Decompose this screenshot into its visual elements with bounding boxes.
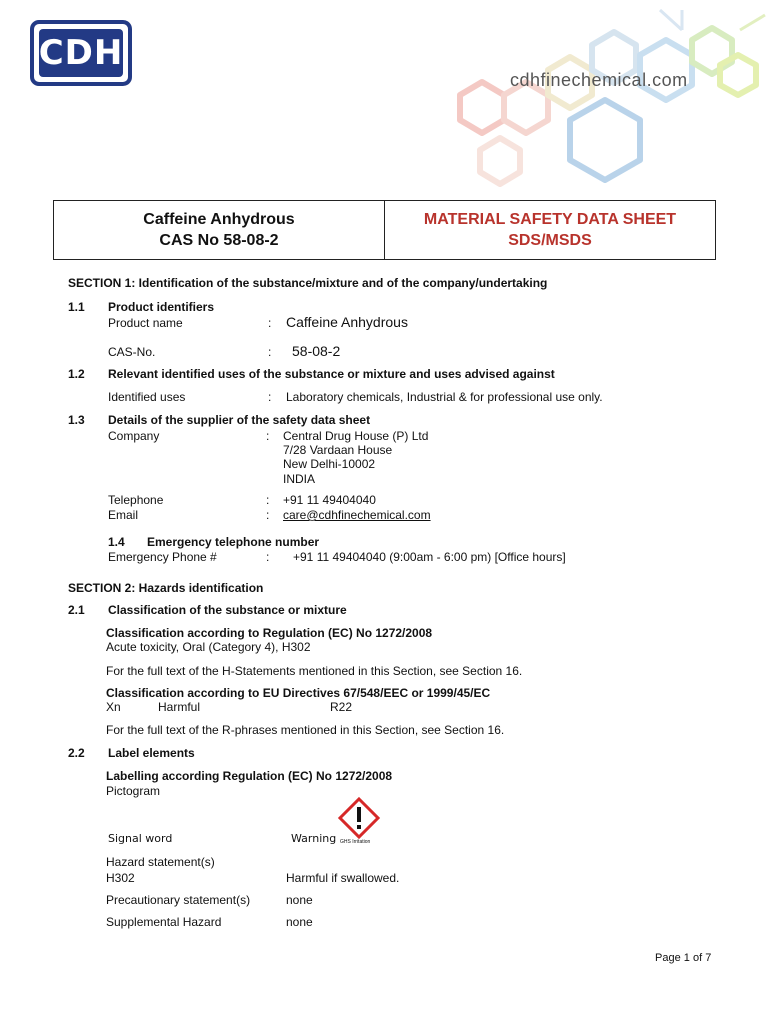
telephone-value: +91 11 49404040	[283, 493, 376, 507]
hazard-statements-label: Hazard statement(s)	[106, 855, 215, 869]
section2-heading: SECTION 2: Hazards identification	[68, 581, 264, 595]
hazard-code: H302	[106, 871, 135, 885]
s13-title: Details of the supplier of the safety data sheet	[108, 413, 371, 427]
supplemental-hazard-value: none	[286, 915, 313, 929]
precautionary-label: Precautionary statement(s)	[106, 893, 251, 907]
s22-title: Label elements	[108, 746, 195, 760]
regulation-note: For the full text of the H-Statements mentioned in this Section, see Section 16.	[106, 664, 523, 678]
exclamation-hazard-icon	[337, 796, 381, 840]
s11-number: 1.1	[68, 300, 85, 314]
section1-heading: SECTION 1: Identification of the substance/mixture and of the company/undertaking	[68, 276, 548, 290]
product-title: Caffeine Anhydrous	[143, 211, 295, 228]
s11-title: Product identifiers	[108, 300, 215, 314]
s12-number: 1.2	[68, 367, 85, 381]
hazard-text: Harmful if swallowed.	[286, 871, 400, 885]
cas-value: 58-08-2	[292, 343, 341, 359]
identified-uses-label: Identified uses	[108, 390, 186, 404]
identified-uses-value: Laboratory chemicals, Industrial & for professional use only.	[286, 390, 603, 404]
s22-number: 2.2	[68, 746, 85, 760]
eu-phrase: R22	[330, 700, 353, 714]
page-number	[655, 952, 711, 964]
cas-label: CAS-No.	[108, 345, 156, 359]
supplemental-hazard-label: Supplemental Hazard	[106, 915, 222, 929]
office-hours: (9:00am - 6:00 pm) [Office hours]	[389, 550, 566, 564]
email-label: Email	[108, 508, 139, 522]
colon: :	[268, 345, 272, 359]
colon: :	[266, 493, 270, 507]
colon: :	[268, 390, 272, 404]
regulation-value: Acute toxicity, Oral (Category 4), H302	[106, 640, 311, 654]
s14-title: Emergency telephone number	[147, 535, 320, 549]
title-box	[53, 200, 716, 260]
website-url[interactable]: cdhfinechemical.com	[510, 70, 688, 90]
labelling-heading: Labelling according Regulation (EC) No 1272/2008	[106, 769, 393, 783]
product-name-label: Product name	[108, 316, 183, 330]
eu-directive-heading: Classification according to EU Directives 67/548/EEC or 1999/45/EC	[106, 686, 491, 700]
signal-word-label: Signal word	[108, 832, 173, 845]
molecule-hexagon-background	[420, 0, 768, 200]
cdh-logo-text: CDH	[39, 29, 123, 77]
doc-subtitle: SDS/MSDS	[508, 232, 592, 249]
product-title-cell	[54, 201, 385, 259]
telephone-label: Telephone	[108, 493, 164, 507]
colon: :	[266, 429, 270, 443]
company-line: 7/28 Vardaan House	[283, 443, 393, 457]
cas-title: CAS No 58-08-2	[159, 232, 279, 249]
company-line: New Delhi-10002	[283, 457, 376, 471]
email-link[interactable]: care@cdhfinechemical.com	[283, 508, 431, 522]
pictogram-label: Pictogram	[106, 784, 161, 798]
s21-title: Classification of the substance or mixture	[108, 603, 347, 617]
company-line: Central Drug House (P) Ltd	[283, 429, 429, 443]
page-of: of	[692, 952, 703, 964]
s12-title: Relevant identified uses of the substance or mixture and uses advised against	[108, 367, 555, 381]
company-label: Company	[108, 429, 160, 443]
company-line: INDIA	[283, 472, 316, 486]
s14-number: 1.4	[108, 535, 125, 549]
product-name-value: Caffeine Anhydrous	[286, 314, 408, 330]
precautionary-value: none	[286, 893, 313, 907]
signal-word-value: Warning	[291, 832, 337, 845]
colon: :	[268, 316, 272, 330]
page-current: 1	[683, 952, 690, 964]
doc-title: MATERIAL SAFETY DATA SHEET	[423, 211, 677, 228]
pictogram-caption: GHS Irritation	[340, 839, 371, 845]
s21-number: 2.1	[68, 603, 85, 617]
eu-description: Harmful	[158, 700, 201, 714]
page-total: 7	[705, 952, 712, 964]
page-label: Page	[655, 952, 681, 964]
colon: :	[266, 508, 270, 522]
eu-note: For the full text of the R-phrases mentioned in this Section, see Section 16.	[106, 723, 505, 737]
cdh-logo	[30, 20, 132, 86]
s13-number: 1.3	[68, 413, 85, 427]
regulation-heading: Classification according to Regulation (EC) No 1272/2008	[106, 626, 433, 640]
colon: :	[266, 550, 270, 564]
doc-title-cell	[385, 201, 715, 259]
emergency-phone-number: +91 11 49404040	[293, 550, 386, 564]
emergency-phone-value	[293, 550, 566, 564]
eu-code: Xn	[106, 700, 121, 714]
emergency-phone-label: Emergency Phone #	[108, 550, 217, 564]
